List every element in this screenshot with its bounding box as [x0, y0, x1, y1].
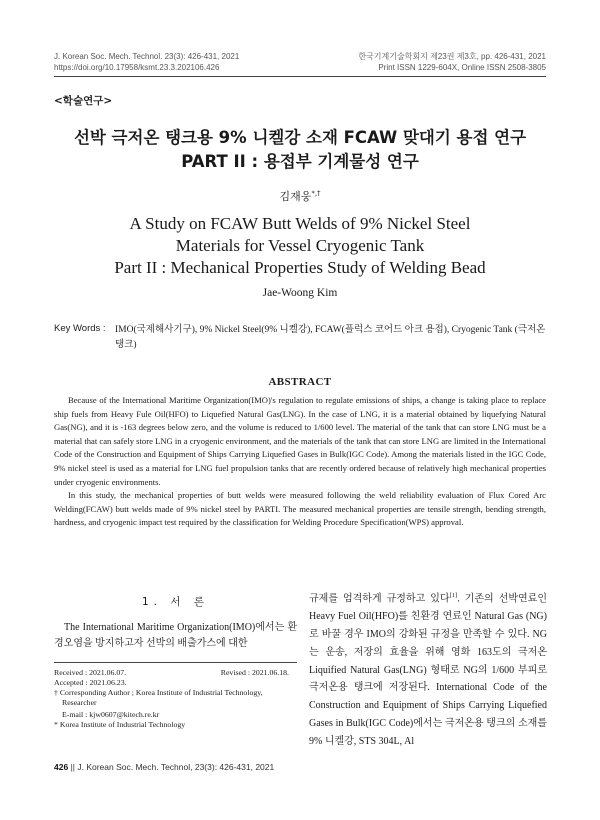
intro-left-text: The International Maritime Organization(IMO)에서는 환경오염을 방지하고자 선박의 배출가스에 대한: [54, 622, 297, 649]
title-korean: [30, 126, 570, 174]
keywords-label: Key Words :: [54, 323, 106, 334]
header-divider: [54, 76, 546, 77]
author-korean-name: 김재웅: [279, 190, 312, 203]
keywords-text: IMO(국제해사기구), 9% Nickel Steel(9% 니켈강), FCAW(플럭스 코어드 아크 용접), Cryogenic Tank (극저온탱크): [115, 325, 546, 350]
citation-ref[interactable]: [1]: [449, 592, 458, 599]
accepted-date: Accepted : 2021.06.23.: [54, 678, 127, 687]
email-text[interactable]: E-mail : kjw0607@kitech.re.kr: [62, 710, 160, 719]
abstract-body: [54, 394, 546, 530]
right-column-text: [309, 587, 547, 751]
corresponding-author-line2: Researcher: [62, 698, 97, 707]
title-korean-line2: PART II : 용접부 기계물성 연구: [181, 152, 419, 171]
footnote-divider: [54, 662, 297, 663]
corresponding-author: [54, 688, 297, 708]
title-english-line3: Part II : Mechanical Properties Study of Welding Bead: [114, 258, 486, 277]
received-date: Received : 2021.06.07.: [54, 668, 127, 677]
page-footer: [54, 762, 274, 772]
title-korean-line1: 선박 극저온 탱크용 9% 니켈강 소재 FCAW 맞대기 용접 연구: [73, 128, 527, 147]
author-korean: [0, 188, 600, 204]
abstract-title: ABSTRACT: [268, 376, 332, 388]
title-english-line2: Materials for Vessel Cryogenic Tank: [175, 236, 425, 255]
author-email: [54, 710, 297, 720]
journal-citation-korean: 한국기계기술학회지 제23권 제3호, pp. 426-431, 2021: [358, 52, 546, 61]
title-english: [30, 213, 570, 279]
author-mark: *,†: [311, 189, 321, 198]
title-english-line1: A Study on FCAW Butt Welds of 9% Nickel Steel: [129, 214, 471, 233]
right-column-part1: 규제를 엄격하게 규정하고 있다: [309, 593, 450, 605]
footnote-dates: [54, 668, 297, 678]
intro-heading: 1. 서 론: [142, 596, 209, 608]
journal-citation: J. Korean Soc. Mech. Technol. 23(3): 426-431, 2021: [54, 52, 240, 61]
page-number: 426: [54, 762, 69, 772]
doi-link[interactable]: https://doi.org/10.17958/ksmt.23.3.202106.426: [54, 63, 220, 72]
footer-journal: J. Korean Soc. Mech. Technol, 23(3): 426-431, 2021: [77, 762, 275, 772]
header-left: [54, 51, 239, 73]
header-right: [358, 51, 546, 73]
abstract-paragraph-1: Because of the International Maritime Organization(IMO)'s regulation to regulate emissions of ships, a change is taking place to replace ship fuels from Heavy Fule Oil(HFO) to Liquefied Natural Gas(LNG). In the case of LNG, it is a material obtained by liquefying Natural Gas(NG), and it is -163 degrees below zero, and the volume is reduced to 1/600 level. The material of the tank that can store LNG must be a material that can safely store LNG in a cryogenic environment, and the materials of the tank that can store LNG are limited in the International Code of the Construction and Equipment of Ships Carrying Liquefied Gases in Bulk(IGC Code). Among the materials listed in the IGC Code, 9% nickel steel is used as a material for LNG fuel propulsion tanks that are recently ordered because of relatively high mechanical properties under cryogenic environments.: [54, 395, 546, 487]
issn-info: Print ISSN 1229-604X, Online ISSN 2508-3805: [378, 63, 546, 72]
footer-separator: ||: [70, 762, 75, 772]
author-english: Jae-Woong Kim: [262, 287, 338, 299]
abstract-paragraph-2: In this study, the mechanical properties of butt welds were measured following the weld reliability evaluation of Flux Cored Arc Welding(FCAW) butt welds made of 9% nickel steel by PARTI. The measured mechanical properties are tensile strength, bending strength, hardness, and cryogenic impact test required by the classification for Welding Procedure Specification(WPS) approval.: [54, 490, 546, 528]
revised-date: Revised : 2021.06.18.: [220, 668, 289, 677]
author-affiliation: * Korea Institute of Industrial Technology: [54, 720, 186, 729]
right-column-part2: . 기존의 선박연료인 Heavy Fuel Oil(HFO)를 친환경 연료인 Natural Gas (NG)로 바꿀 경우 IMO의 강화된 규정을 만족할 수 있다. NG는 운송, 저장의 효율을 위해 영화 163도의 극저온 Liquified Natural Gas(LNG) 형태로 NG의 1/600 부피로 극저온용 탱크에 저장된다. International Code of the Construction and Equipment of Ships Carrying Liquefied Gases in Bulk(IGC Code)에서는 극저온용 탱크의 소재를 9% 니켈강, STS 304L, Al: [309, 593, 547, 747]
corresponding-author-line1: † Corresponding Author ; Korea Institute of Industrial Technology,: [54, 688, 263, 697]
section-tag: <학술연구>: [54, 95, 113, 107]
